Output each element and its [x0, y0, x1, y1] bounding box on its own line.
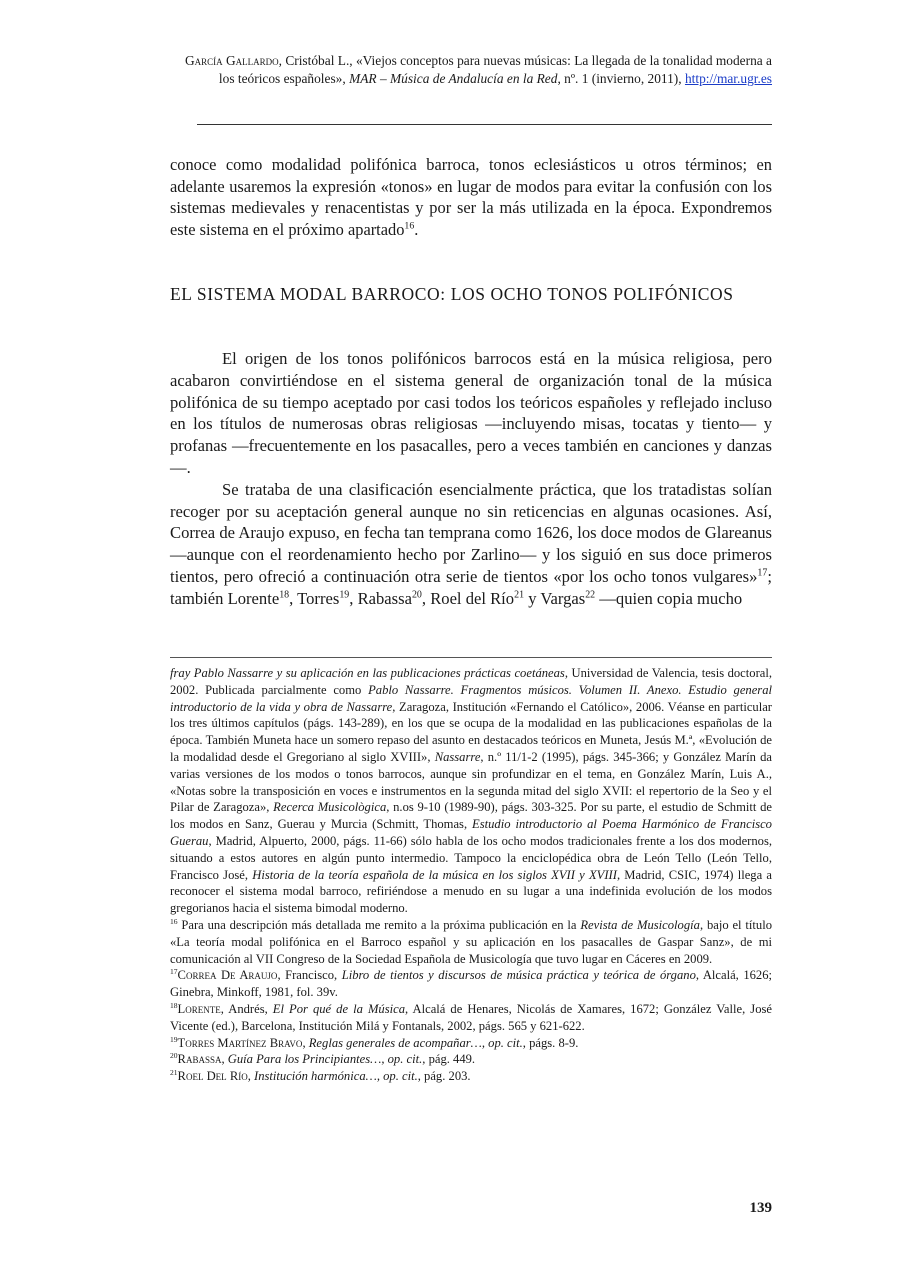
p3-text-b: ; también Lorente	[170, 566, 772, 608]
fn16-text-b: , bajo el título «La teoría modal polifónica en el Barroco español y su aplicación en los pasacalles de Gaspar Sanz», de mi comunicación al VII Congreso de la Sociedad Española de Musicología que tuvo lugar en Cáceres en 2009.	[170, 917, 772, 966]
header-rule	[197, 124, 772, 125]
footnote-17	[170, 967, 772, 1001]
p3-text-f: y Vargas	[524, 588, 586, 608]
fn18-italic: El Por qué de la Música	[272, 1001, 406, 1016]
fn18-text-b: , Alcalá de Henares, Nicolás de Xamares, 1672; González Valle, José Vicente (ed.), Barcelona, Institución Milá y Fontanals, 2002, págs. 565 y 621-622.	[170, 1001, 772, 1033]
fn-text-d: , n.os 9-10 (1989-90), págs. 303-325. Por su parte, el estudio de Schmitt de los modos en Sanz, Guerau y Murcia (Schmitt, Thomas,	[170, 800, 773, 832]
page-number: 139	[749, 1200, 772, 1216]
footnote-number-20: 20	[170, 1051, 178, 1061]
p3-text-g: —quien copia mucho	[595, 588, 743, 608]
fn19-author: Torres Martínez Bravo	[177, 1035, 303, 1050]
fn19-text-a: ,	[302, 1035, 309, 1050]
fn-italic-3: Nassarre	[434, 749, 481, 764]
fn17-author: Correa De Araujo	[177, 968, 278, 983]
footnote-ref-19[interactable]: 19	[339, 589, 350, 601]
fn-text-f: , Madrid, CSIC, 1974) llega a reconocer el sistema modal barroco, refiriéndose a menudo en su lugar a una indefinida evolución de los modos gregorianos hacia el sistema bimodal moderno.	[170, 867, 772, 916]
footnote-16	[170, 917, 772, 967]
p1-text: conoce como modalidad polifónica barroca, tonos eclesiásticos u otros términos; en adelante usaremos la expresión «tonos» en lugar de modos para evitar la confusión con los sistemas medievales y renacentistas y por ser la más utilizada en la época. Expondremos este sistema en el próximo apartado	[170, 155, 772, 239]
fn18-text-a: , Andrés,	[220, 1001, 273, 1016]
fn21-text-b: , pág. 203.	[417, 1069, 471, 1084]
footnote-19	[170, 1035, 772, 1052]
footnote-20	[170, 1051, 772, 1068]
footnote-18	[170, 1001, 772, 1035]
p1-end: .	[414, 219, 419, 239]
footnote-ref-21[interactable]: 21	[514, 589, 525, 601]
fn16-italic: Revista de Musicología	[580, 917, 700, 932]
fn21-text-a: ,	[247, 1069, 255, 1084]
footnote-ref-22[interactable]: 22	[585, 589, 596, 601]
fn-italic-6: Historia de la teoría española de la música en los siglos XVII y XVIII	[252, 867, 617, 882]
section-heading: EL SISTEMA MODAL BARROCO: LOS OCHO TONOS POLIFÓNICOS	[170, 284, 734, 304]
fn-text-e: , Madrid, Alpuerto, 2000, págs. 11-66) sólo habla de los ocho modos tradicionales frente a los dos modernos, situando a estos autores en algún punto intermedio. Tampoco la enciclopédica obra de León Tello (León Tello, Francisco José,	[170, 833, 772, 882]
footnote-21	[170, 1068, 772, 1085]
fn-text-b: , Zaragoza, Institución «Fernando el Católico», 2006. Véanse en particular los tres últimos capítulos (págs. 143-289), en los que se ocupa de la modalidad en las publicaciones españolas de la época. También Muneta hace un somero repaso del asunto en destacados teóricos en Muneta, Jesús M.ª, «Evolución de la modalidad desde el Gregoriano al siglo XVIII»,	[170, 699, 773, 764]
footnote-ref-17[interactable]: 17	[757, 567, 768, 579]
footnote-rule	[170, 657, 772, 658]
footnote-number-19: 19	[170, 1034, 178, 1044]
p3-text-e: , Roel del Río	[421, 588, 515, 608]
fn-text-a: , Universidad de Valencia, tesis doctoral, 2002. Publicada parcialmente como	[170, 666, 773, 697]
footnote-ref-20[interactable]: 20	[411, 589, 422, 601]
paragraph-classification	[170, 479, 772, 610]
running-header	[170, 52, 772, 88]
p3-text-a: Se trataba de una clasificación esencialmente práctica, que los tratadistas solían recoger por su aceptación general aunque no sin reticencias en algunas ocasiones. Así, Correa de Araujo expuso, en fecha tan temprana como 1626, los doce modos de Glareanus —aunque con el reordenamiento hecho por Zarlino— y los siguió en sus doce primeros tientos, pero ofreció a continuación otra serie de tientos «por los ocho tonos vulgares»	[170, 479, 772, 586]
fn17-text-b: , Alcalá, 1626; Ginebra, Minkoff, 1981, fol. 39v.	[170, 968, 773, 1000]
fn16-text-a: Para una descripción más detallada me remito a la próxima publicación en la	[177, 917, 581, 932]
footnote-number-18: 18	[170, 1000, 178, 1010]
header-author: García Gallardo	[184, 53, 279, 68]
footnote-ref-16[interactable]: 16	[404, 220, 415, 232]
header-journal: MAR – Música de Andalucía en la Red	[349, 71, 558, 86]
fn-italic-1: fray Pablo Nassarre y su aplicación en las publicaciones prácticas coetáneas	[170, 666, 565, 680]
fn-italic-5: Estudio introductorio al Poema Harmónico de Francisco Guerau	[170, 817, 772, 848]
fn20-text-a: ,	[221, 1052, 228, 1067]
header-link[interactable]: http://mar.ugr.es	[684, 71, 772, 86]
fn-italic-2: Pablo Nassarre. Fragmentos músicos. Volumen II. Anexo. Estudio general introductorio de la vida y obra de Nassarre	[170, 682, 772, 714]
paragraph-origin: El origen de los tonos polifónicos barrocos está en la música religiosa, pero acabaron convirtiéndose en el sistema general de organización tonal de la música polifónica de su tiempo aceptado por casi todos los teóricos españoles y reflejado incluso en los títulos de numerosas obras religiosas —incluyendo misas, tocatas y tiento— y profanas —frecuentemente en los pasacalles, pero a veces también en canciones y danzas—.	[170, 349, 772, 477]
footnote-number-21: 21	[170, 1067, 178, 1077]
fn20-author: Rabassa	[177, 1052, 222, 1067]
fn19-italic: Reglas generales de acompañar…, op. cit.	[308, 1035, 523, 1050]
p3-text-d: , Rabassa	[349, 588, 412, 608]
footnote-number-16: 16	[170, 916, 178, 926]
fn21-italic: Institución harmónica…, op. cit.	[254, 1069, 418, 1084]
footnote-15-continuation	[170, 665, 772, 917]
fn17-text-a: , Francisco,	[277, 968, 342, 983]
header-text-a: , Cristóbal L., «Viejos conceptos para nuevas músicas: La llegada de la tonalidad moderna a los teóricos españoles»,	[218, 53, 772, 86]
fn-text-c: , n.º 11/1-2 (1995), págs. 345-366; y González Marín da varias versiones de los modos o tonos barrocos, aunque sin profundizar en el tema, en González Marín, Luis A., «Notas sobre la transposición en voces e instrumentos en la segunda mitad del siglo XVII: el repertorio de la Seo y el Pilar de Zaragoza»,	[170, 749, 772, 815]
footnote-number-17: 17	[170, 967, 178, 977]
footnotes	[170, 665, 772, 1085]
header-text-b: , nº. 1 (invierno, 2011),	[557, 71, 685, 86]
fn19-text-b: , págs. 8-9.	[522, 1035, 579, 1050]
fn17-italic: Libro de tientos y discursos de música práctica y teórica de órgano	[341, 968, 696, 983]
fn-italic-4: Recerca Musicològica	[273, 800, 387, 815]
fn20-text-b: , pág. 449.	[422, 1052, 476, 1067]
fn21-author: Roel Del Río	[177, 1069, 248, 1084]
fn18-author: Lorente	[177, 1001, 221, 1016]
p3-text-c: , Torres	[289, 588, 340, 608]
fn20-italic: Guía Para los Principiantes…, op. cit.	[227, 1052, 423, 1067]
paragraph-continuation	[170, 154, 772, 240]
section-body	[170, 348, 772, 610]
footnote-ref-18[interactable]: 18	[279, 589, 290, 601]
